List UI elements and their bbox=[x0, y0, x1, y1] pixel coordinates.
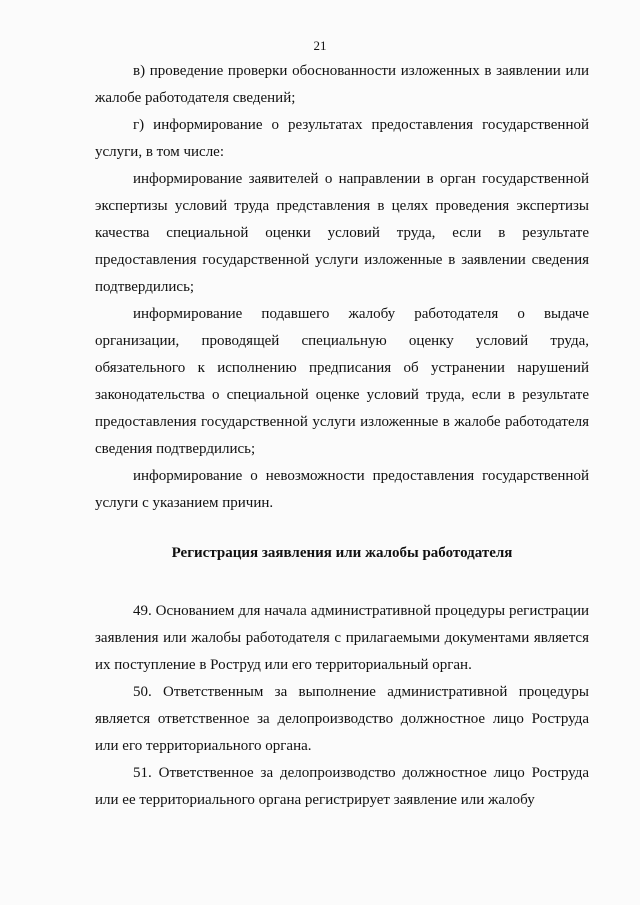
page-number: 21 bbox=[313, 38, 327, 53]
bottom-text-block bbox=[95, 598, 589, 814]
paragraph: информирование заявителей о направлении в орган государственной экспертизы условий труда представления в целях проведения экспертизы качества специальной оценки условий труда, если в результате предоставления государственной услуги изложенные в заявлении сведения подтвердились; bbox=[95, 171, 589, 295]
section-heading: Регистрация заявления или жалобы работодателя bbox=[171, 545, 513, 561]
paragraph: 50. Ответственным за выполнение административной процедуры является ответственное за делопроизводство должностное лицо Роструда или его территориального органа. bbox=[95, 684, 589, 754]
top-text-block bbox=[95, 58, 589, 517]
paragraph: информирование о невозможности предоставления государственной услуги с указанием причин. bbox=[95, 468, 589, 511]
paragraph: 51. Ответственное за делопроизводство должностное лицо Роструда или ее территориального органа регистрирует заявление или жалобу bbox=[95, 765, 589, 808]
paragraph: информирование подавшего жалобу работодателя о выдаче организации, проводящей специальную оценку условий труда, обязательного к исполнению предписания об устранении нарушений законодательства о специальной оценке условий труда, если в результате предоставления государственной услуги изложенные в жалобе работодателя сведения подтвердились; bbox=[95, 306, 589, 457]
paragraph: 49. Основанием для начала административной процедуры регистрации заявления или жалобы работодателя с прилагаемыми документами является их поступление в Роструд или его территориальный орган. bbox=[95, 603, 589, 673]
paragraph: г) информирование о результатах предоставления государственной услуги, в том числе: bbox=[95, 117, 589, 160]
paragraph: в) проведение проверки обоснованности изложенных в заявлении или жалобе работодателя сведений; bbox=[95, 63, 589, 106]
